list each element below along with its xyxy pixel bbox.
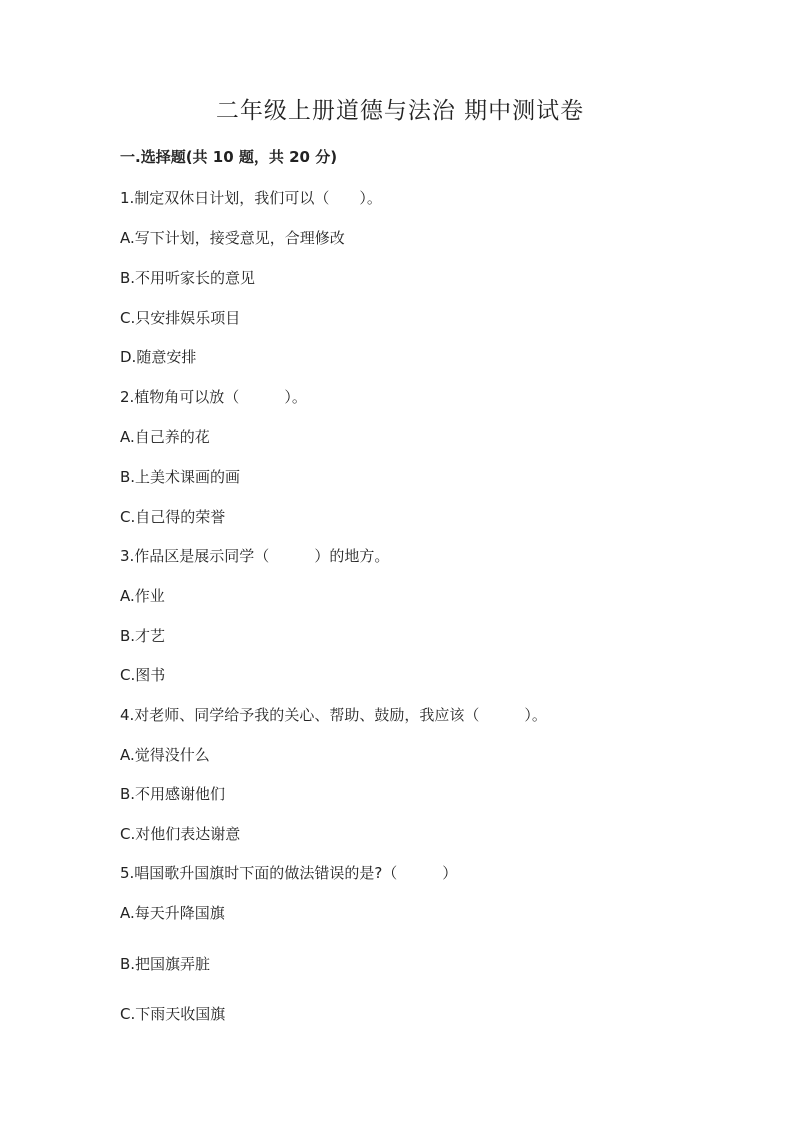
question-1-option-c: C.只安排娱乐项目 [120, 309, 241, 327]
question-1-option-b: B.不用听家长的意见 [120, 269, 256, 287]
question-1-option-d: D.随意安排 [120, 348, 197, 366]
question-4-option-c: C.对他们表达谢意 [120, 825, 241, 843]
question-3-option-c: C.图书 [120, 666, 166, 684]
question-1-option-a: A.写下计划，接受意见，合理修改 [120, 229, 345, 247]
question-3-option-a: A.作业 [120, 587, 165, 605]
question-4-option-a: A.觉得没什么 [120, 746, 210, 764]
question-4-option-b: B.不用感谢他们 [120, 785, 226, 803]
question-5-option-a: A.每天升降国旗 [120, 904, 225, 922]
question-2-option-b: B.上美术课画的画 [120, 468, 241, 486]
question-1-stem: 1.制定双休日计划，我们可以（ ）。 [120, 189, 382, 207]
question-5-stem: 5.唱国歌升国旗时下面的做法错误的是?（ ） [120, 864, 458, 882]
section-heading: 一.选择题(共 10 题，共 20 分) [120, 148, 338, 166]
question-2-option-c: C.自己得的荣誉 [120, 508, 226, 526]
question-2-stem: 2.植物角可以放（ ）。 [120, 388, 307, 406]
question-3-option-b: B.才艺 [120, 627, 166, 645]
page-title: 二年级上册道德与法治 期中测试卷 [215, 98, 585, 124]
question-5-option-c: C.下雨天收国旗 [120, 1005, 226, 1023]
question-5-option-b: B.把国旗弄脏 [120, 955, 211, 973]
question-3-stem: 3.作品区是展示同学（ ）的地方。 [120, 547, 390, 565]
question-4-stem: 4.对老师、同学给予我的关心、帮助、鼓励，我应该（ ）。 [120, 706, 547, 724]
question-2-option-a: A.自己养的花 [120, 428, 210, 446]
